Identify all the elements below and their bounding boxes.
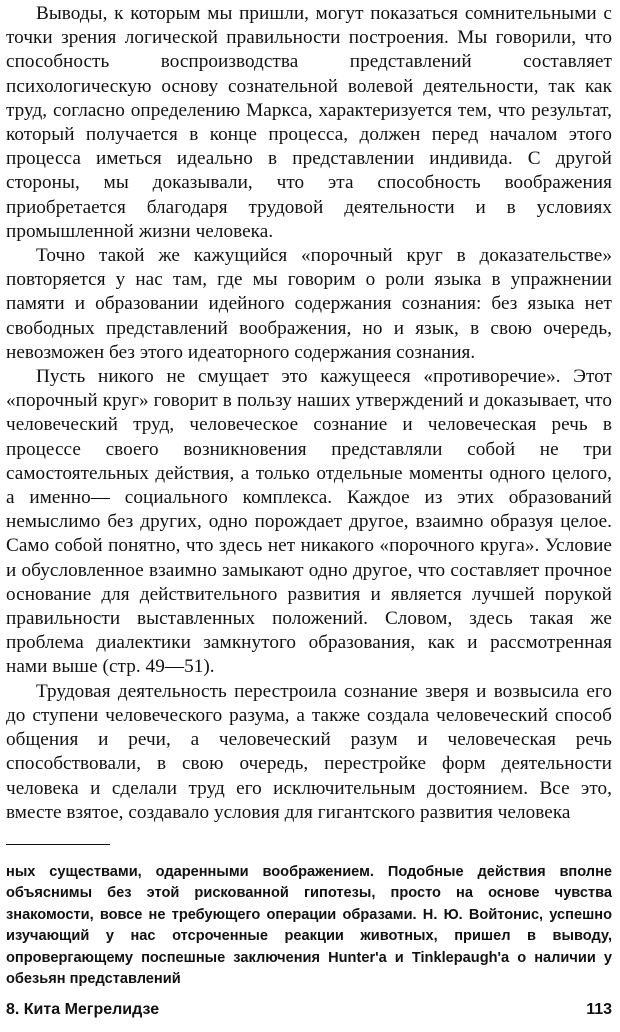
paragraph-4: Трудовая деятельность перестроила сознание зверя и возвысила его до ступени человеческого разума, а также создала человеческий способ общения и речи, а человеческий разум и человеческая речь способствовали, в свою очередь, перестройке форм деятельности человека и сделали труд его исключительным достоянием. Все это, вместе взятое, создавало условия для гигантского развития человека: [6, 680, 612, 823]
paragraph-1: Выводы, к которым мы пришли, могут показаться сомнительными с точки зрения логической правильности построения. Мы говорили, что способность воспроизводства представлений составляет психологическую основу сознательной волевой деятельности, так как труд, согласно определению Маркса, характеризуется тем, что результат, который получается в конце процесса, должен перед началом этого процесса иметься идеально в представлении индивида. С другой стороны, мы доказывали, что эта способность воображения приобретается благодаря трудовой деятельности и в условиях промышленной жизни человека.: [6, 3, 612, 242]
footnote: ных существами, одаренными воображением. Подобные действия вполне объяснимы без этой рискованной гипотезы, просто на основе чувства знакомости, вовсе не требующего операции образами. Н. Ю. Войтонис, успешно изучающий у нас отсроченные реакции животных, пришел в выводу, опровергающему поспешные заключения Hunter'a и Tinklepaugh'a о наличии у обезьян представлений: [6, 863, 612, 988]
paragraph-3: Пусть никого не смущает это кажущееся «противоречие». Этот «порочный круг» говорит в пользу наших утверждений и доказывает, что человеческий труд, человеческое сознание и человеческая речь в процессе своего возникновения представляли собой не три самостоятельных действия, а только отдельные моменты одного целого, а именно— социального комплекса. Каждое из этих образований немыслимо без других, одно порождает другое, взаимно образуя целое. Само собой понятно, что здесь нет никакого «порочного круга». Условие и обусловленное взаимно замыкают одно другое, что составляет прочное основание для действительного развития и является лучшей порукой правильности выставленных положений. Словом, здесь такая же проблема диалектики замкнутого образования, как и рассмотренная нами выше (стр. 49—51).: [6, 366, 612, 678]
page-footer: [6, 1001, 612, 1019]
printer-signature: 8. Кита Мегрелидзе: [6, 1001, 160, 1018]
main-text: [6, 2, 612, 825]
footnote-separator: [6, 844, 110, 845]
paragraph-2: Точно такой же кажущийся «порочный круг в доказательстве» повторяется у нас там, где мы говорим о роли языка в упражнении памяти и образовании идейного содержания сознания: без языка нет свободных представлений воображения, но и язык, в свою очередь, невозможен без этого идеаторного содержания сознания.: [6, 245, 612, 363]
page-number: 113: [586, 1001, 612, 1018]
